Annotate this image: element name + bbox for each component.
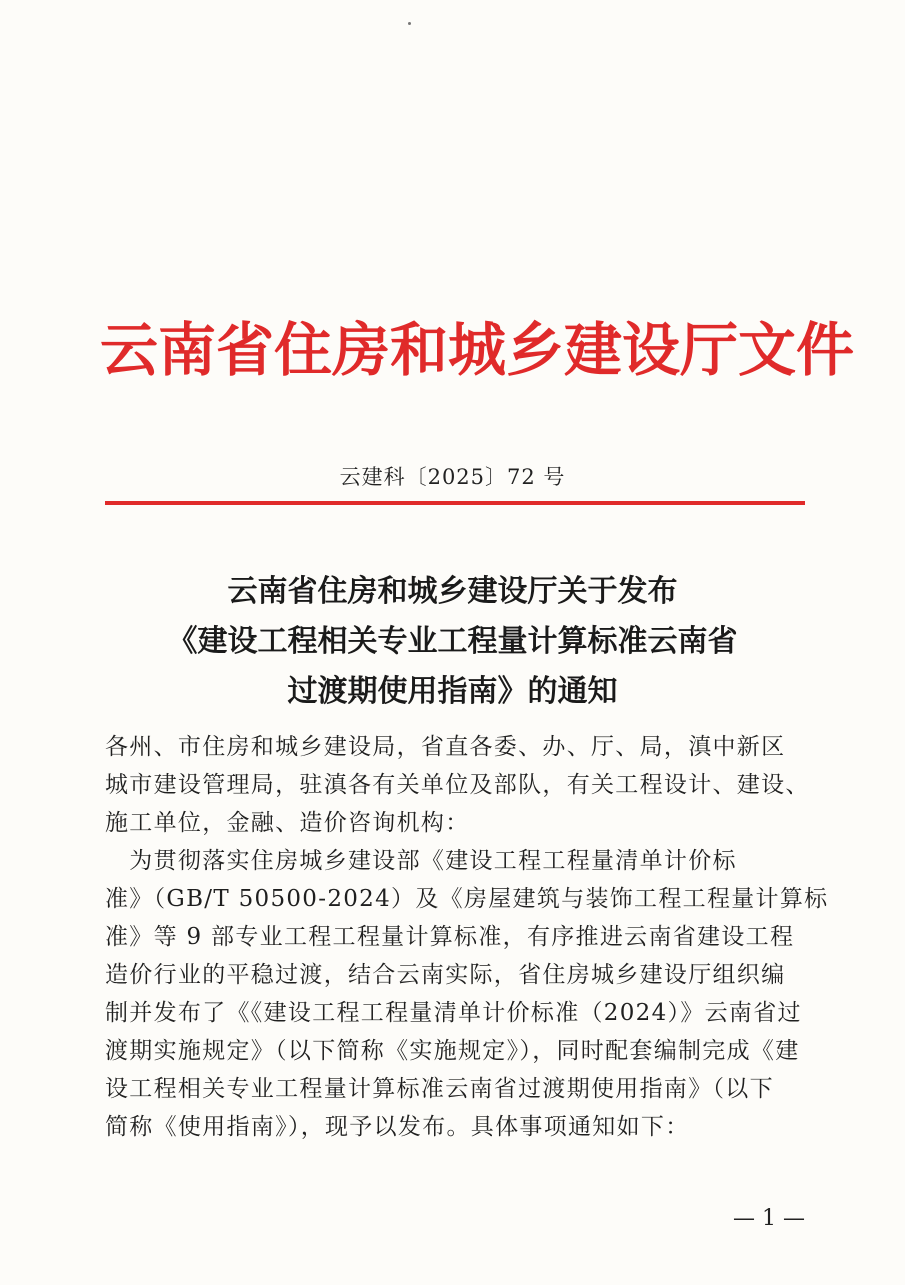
body-line: 准》（GB/T 50500-2024）及《房屋建筑与装饰工程工程量计算标 (105, 886, 829, 912)
document-number: 云建科〔2025〕72 号 (339, 465, 566, 489)
scan-speck (408, 22, 411, 25)
issuing-authority-title: 云南省住房和城乡建设厅文件 (100, 316, 855, 384)
body-line: 准》等 9 部专业工程工程量计算标准，有序推进云南省建设工程 (105, 924, 795, 950)
body-line: 造价行业的平稳过渡，结合云南实际，省住房城乡建设厅组织编 (105, 962, 786, 988)
body-line: 各州、市住房和城乡建设局，省直各委、办、厅、局，滇中新区 (105, 734, 786, 760)
notice-body (105, 728, 829, 1146)
body-line: 为贯彻落实住房城乡建设部《建设工程工程量清单计价标 (105, 848, 737, 874)
notice-title-line-3: 过渡期使用指南》的通知 (287, 674, 618, 709)
page-number: — 1 — (733, 1206, 805, 1231)
body-line: 制并发布了《《建设工程工程量清单计价标准（2024）》云南省过 (105, 1000, 802, 1026)
body-line: 设工程相关专业工程量计算标准云南省过渡期使用指南》（以下 (105, 1076, 774, 1102)
body-line: 城市建设管理局，驻滇各有关单位及部队，有关工程设计、建设、 (105, 772, 810, 798)
body-line: 施工单位，金融、造价咨询机构： (105, 810, 470, 836)
notice-title-line-1: 云南省住房和城乡建设厅关于发布 (227, 574, 678, 609)
body-line: 渡期实施规定》（以下简称《实施规定》），同时配套编制完成《建 (105, 1038, 800, 1064)
notice-title-line-2: 《建设工程相关专业工程量计算标准云南省 (167, 624, 738, 659)
notice-title (100, 567, 805, 717)
body-line: 简称《使用指南》），现予以发布。具体事项通知如下： (105, 1114, 690, 1140)
red-separator-line (105, 501, 805, 505)
